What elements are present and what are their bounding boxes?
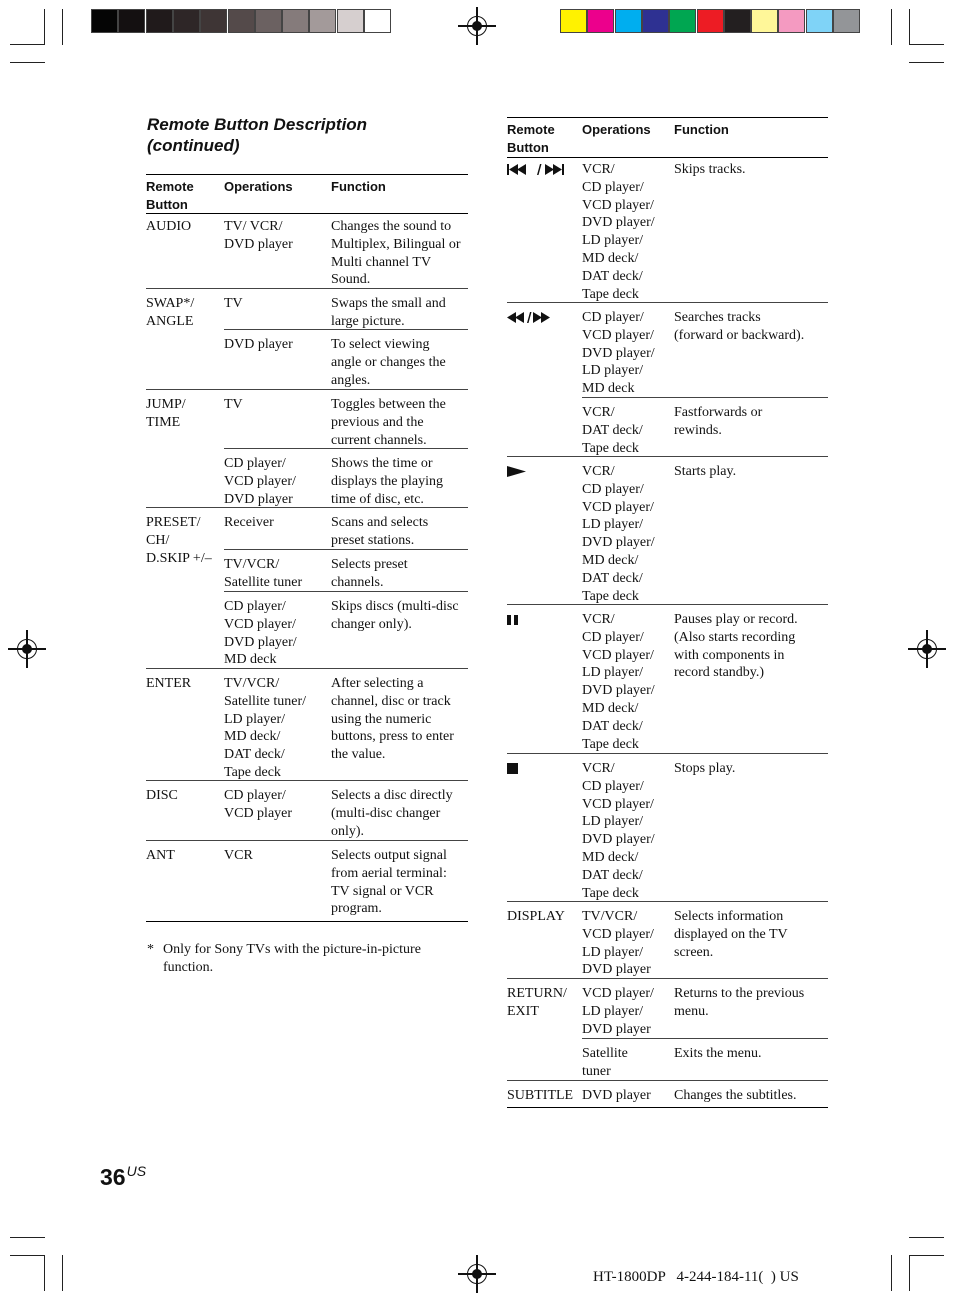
- row-function: Changes the subtitles.: [674, 1088, 797, 1103]
- row-function: Returns to the previous menu.: [674, 986, 805, 1019]
- right-button-table: [507, 117, 828, 1112]
- color-swatch: [560, 9, 587, 33]
- row-divider: [224, 549, 468, 550]
- row-function: Starts play.: [674, 464, 737, 479]
- registration-mark-top: [464, 13, 490, 39]
- model-code-line: HT-1800DP 4-244-184-11( ) US: [593, 1269, 799, 1285]
- row-divider: [146, 840, 468, 841]
- header-operations: Operations: [582, 122, 651, 137]
- gray-swatch: [255, 9, 282, 33]
- row-operations: DVD player: [224, 337, 293, 352]
- row-function: Swaps the small and large picture.: [331, 296, 446, 329]
- crop-mark-top-left-h2: [10, 62, 45, 63]
- registration-mark-left: [14, 636, 40, 662]
- crop-mark-bottom-right-v2: [891, 1255, 892, 1291]
- row-button-label: DISPLAY: [507, 909, 565, 924]
- row-operations: TV: [224, 397, 243, 412]
- row-divider: [507, 753, 828, 754]
- registration-mark-bottom: [464, 1261, 490, 1287]
- gray-swatch: [337, 9, 364, 33]
- color-swatch: [806, 9, 833, 33]
- pause-icon: [507, 614, 573, 626]
- row-button-label: AUDIO: [146, 219, 192, 234]
- row-function: Searches tracks (forward or backward).: [674, 310, 805, 343]
- row-button-label: PRESET/ CH/ D.SKIP +/–: [146, 515, 212, 566]
- gray-swatch: [173, 9, 200, 33]
- row-divider: [507, 1080, 828, 1081]
- row-operations: TV/ VCR/ DVD player: [224, 219, 293, 252]
- left-table-header: [146, 174, 468, 214]
- color-swatch: [642, 9, 669, 33]
- row-operations: CD player/ VCD player: [224, 788, 293, 821]
- table-bottom-rule: [507, 1107, 828, 1108]
- row-button-label: ENTER: [146, 676, 192, 691]
- header-operations: Operations: [224, 179, 293, 194]
- gray-swatch: [118, 9, 145, 33]
- row-operations: TV: [224, 296, 243, 311]
- row-function: Fastforwards or rewinds.: [674, 405, 763, 438]
- gray-swatch: [309, 9, 336, 33]
- row-operations: VCR/ DAT deck/ Tape deck: [582, 405, 643, 456]
- row-divider: [507, 302, 828, 303]
- row-divider: [146, 288, 468, 289]
- row-function: Selects information displayed on the TV screen.: [674, 909, 788, 960]
- row-divider: [507, 978, 828, 979]
- gray-swatch: [146, 9, 173, 33]
- header-function: Function: [331, 179, 386, 194]
- row-function: Scans and selects preset stations.: [331, 515, 429, 548]
- row-divider: [224, 591, 468, 592]
- color-swatch: [778, 9, 805, 33]
- row-operations: CD player/ VCD player/ DVD player: [224, 456, 296, 507]
- row-operations: VCR: [224, 848, 253, 863]
- row-operations: Receiver: [224, 515, 274, 530]
- row-operations: TV/VCR/ Satellite tuner: [224, 557, 303, 590]
- row-button-label: DISC: [146, 788, 178, 803]
- footnote-mark: *: [147, 942, 154, 957]
- row-function: To select viewing angle or changes the angles.: [331, 337, 446, 388]
- color-swatch: [669, 9, 696, 33]
- registration-mark-right: [914, 636, 940, 662]
- row-operations: VCR/ CD player/ VCD player/ LD player/ DVD player/ MD deck/ DAT deck/ Tape deck: [582, 612, 655, 752]
- row-divider: [507, 901, 828, 902]
- page-number: [100, 1163, 146, 1191]
- row-divider: [582, 397, 828, 398]
- row-operations: VCR/ CD player/ VCD player/ LD player/ DVD player/ MD deck/ DAT deck/ Tape deck: [582, 464, 655, 604]
- row-divider: [146, 780, 468, 781]
- prev-next-track-icon: [507, 164, 573, 176]
- row-operations: DVD player: [582, 1088, 651, 1103]
- row-divider: [224, 329, 468, 330]
- row-function: Exits the menu.: [674, 1046, 762, 1061]
- color-swatch: [587, 9, 614, 33]
- left-button-table: [146, 174, 468, 924]
- table-bottom-rule: [146, 921, 468, 922]
- gray-swatch: [200, 9, 227, 33]
- row-function: Changes the sound to Multiplex, Bilingual or Multi channel TV Sound.: [331, 219, 461, 288]
- row-function: Stops play.: [674, 761, 736, 776]
- section-title: Remote Button Description (continued): [147, 115, 368, 155]
- row-operations: CD player/ VCD player/ DVD player/ MD deck: [224, 599, 297, 668]
- header-function: Function: [674, 122, 729, 137]
- header-remote-button: Remote Button: [507, 122, 555, 155]
- page-number-suffix: US: [126, 1163, 147, 1179]
- crop-mark-top-right-v: [909, 9, 910, 45]
- row-operations: TV/VCR/ Satellite tuner/ LD player/ MD deck/ DAT deck/ Tape deck: [224, 676, 307, 780]
- row-function: After selecting a channel, disc or track using the numeric buttons, press to enter the value.: [331, 676, 454, 763]
- row-function: Selects output signal from aerial terminal: TV signal or VCR program.: [331, 848, 447, 917]
- header-remote-button: Remote Button: [146, 179, 194, 212]
- stop-icon: [507, 763, 573, 775]
- row-divider: [507, 456, 828, 457]
- row-divider: [146, 507, 468, 508]
- crop-mark-top-left-h: [10, 44, 45, 45]
- row-function: Skips tracks.: [674, 162, 746, 177]
- row-button-label: ANT: [146, 848, 175, 863]
- right-table-header: [507, 117, 828, 158]
- crop-mark-top-right-v2: [891, 9, 892, 45]
- row-function: Skips discs (multi-disc changer only).: [331, 599, 459, 632]
- gray-swatch: [282, 9, 309, 33]
- row-divider: [507, 604, 828, 605]
- crop-mark-bottom-right-v: [909, 1255, 910, 1291]
- crop-mark-bottom-right-h: [909, 1255, 944, 1256]
- rewind-fastforward-icon: [507, 312, 573, 324]
- crop-mark-top-right-h2: [909, 62, 944, 63]
- crop-mark-bottom-left-h: [10, 1255, 45, 1256]
- crop-mark-top-left-v: [44, 9, 45, 45]
- crop-mark-bottom-left-h2: [10, 1237, 45, 1238]
- row-operations: VCD player/ LD player/ DVD player: [582, 986, 654, 1037]
- footnote-text: Only for Sony TVs with the picture-in-picture function.: [163, 942, 421, 975]
- row-operations: CD player/ VCD player/ DVD player/ LD player/ MD deck: [582, 310, 655, 397]
- gray-swatch: [91, 9, 118, 33]
- row-divider: [146, 389, 468, 390]
- play-icon: [507, 466, 573, 478]
- crop-mark-bottom-left-v: [44, 1255, 45, 1291]
- gray-swatch: [228, 9, 255, 33]
- row-operations: VCR/ CD player/ VCD player/ DVD player/ LD player/ MD deck/ DAT deck/ Tape deck: [582, 162, 655, 302]
- page-number-value: 36: [100, 1164, 126, 1190]
- crop-mark-bottom-right-h2: [909, 1237, 944, 1238]
- row-divider: [224, 448, 468, 449]
- row-function: Selects preset channels.: [331, 557, 408, 590]
- row-function: Toggles between the previous and the current channels.: [331, 397, 446, 448]
- color-swatch: [615, 9, 642, 33]
- row-button-label: SWAP*/ ANGLE: [146, 296, 195, 329]
- row-button-label: RETURN/ EXIT: [507, 986, 567, 1019]
- row-function: Shows the time or displays the playing time of disc, etc.: [331, 456, 443, 507]
- row-operations: TV/VCR/ VCD player/ LD player/ DVD player: [582, 909, 654, 978]
- crop-mark-bottom-left-v2: [62, 1255, 63, 1291]
- crop-mark-top-left-v2: [62, 9, 63, 45]
- row-button-label: JUMP/ TIME: [146, 397, 186, 430]
- row-function: Pauses play or record. (Also starts recording with components in record standby.): [674, 612, 798, 681]
- crop-mark-top-right-h: [909, 44, 944, 45]
- row-button-label: SUBTITLE: [507, 1088, 574, 1103]
- color-swatch: [724, 9, 751, 33]
- row-operations: VCR/ CD player/ VCD player/ LD player/ DVD player/ MD deck/ DAT deck/ Tape deck: [582, 761, 655, 901]
- row-divider: [146, 668, 468, 669]
- color-swatch: [697, 9, 724, 33]
- row-operations: Satellite tuner: [582, 1046, 628, 1079]
- gray-swatch: [364, 9, 391, 33]
- color-swatch: [751, 9, 778, 33]
- row-function: Selects a disc directly (multi-disc changer only).: [331, 788, 453, 839]
- color-swatch: [833, 9, 860, 33]
- row-divider: [582, 1038, 828, 1039]
